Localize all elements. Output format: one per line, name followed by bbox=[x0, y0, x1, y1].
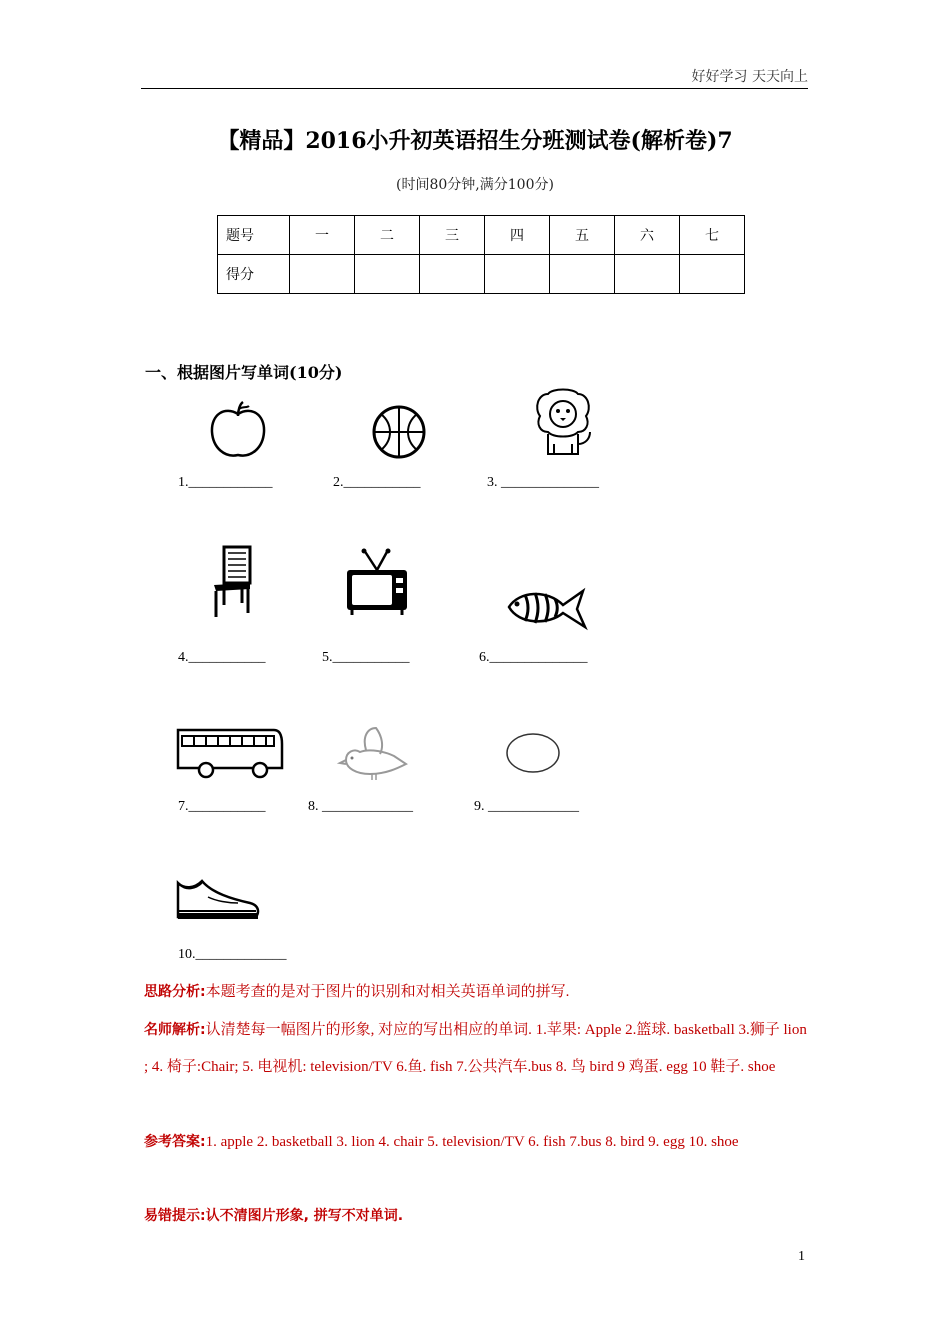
page-title: 【精品】2016小升初英语招生分班测试卷(解析卷)7 bbox=[217, 128, 733, 154]
teacher-label: 名师解析: bbox=[144, 1022, 206, 1038]
answer-blank-7[interactable]: 7.___________ bbox=[178, 799, 266, 814]
column-header: 一 bbox=[290, 216, 355, 255]
answer-blank-10[interactable]: 10._____________ bbox=[178, 947, 287, 962]
basketball-icon bbox=[371, 404, 427, 460]
idea-label: 思路分析: bbox=[144, 984, 206, 1000]
score-cell[interactable] bbox=[680, 255, 745, 294]
bus-icon bbox=[174, 724, 286, 782]
answer-blank-2[interactable]: 2.___________ bbox=[333, 475, 421, 490]
section-title: 一、根据图片写单词(10分) bbox=[145, 363, 343, 382]
television-icon bbox=[344, 548, 410, 616]
answer-blank-3[interactable]: 3. ______________ bbox=[487, 475, 599, 490]
column-header: 四 bbox=[485, 216, 550, 255]
score-cell[interactable] bbox=[290, 255, 355, 294]
column-header: 七 bbox=[680, 216, 745, 255]
table-row bbox=[218, 216, 745, 255]
column-header: 三 bbox=[420, 216, 485, 255]
bird-icon bbox=[336, 726, 410, 782]
answer-text: 1. apple 2. basketball 3. lion 4. chair 5. television/TV 6. fish 7.bus 8. bird 9. egg 10. shoe bbox=[205, 1134, 739, 1150]
answer-blank-1[interactable]: 1.____________ bbox=[178, 475, 273, 490]
answer-blank-5[interactable]: 5.___________ bbox=[322, 650, 410, 665]
fish-icon bbox=[505, 585, 589, 631]
egg-icon bbox=[504, 731, 562, 775]
header-text: 好好学习 天天向上 bbox=[691, 69, 808, 85]
answer-blank-4[interactable]: 4.___________ bbox=[178, 650, 266, 665]
analysis-answer bbox=[144, 1124, 814, 1161]
shoe-icon bbox=[172, 875, 262, 925]
row-label-score: 得分 bbox=[218, 255, 290, 294]
table-row bbox=[218, 255, 745, 294]
tip-label: 易错提示: bbox=[144, 1208, 206, 1224]
answer-label: 参考答案: bbox=[144, 1134, 206, 1150]
page-number: 1 bbox=[798, 1249, 805, 1264]
answer-blank-8[interactable]: 8. _____________ bbox=[308, 799, 413, 814]
analysis-tip bbox=[144, 1198, 814, 1235]
page-subtitle: (时间80分钟,满分100分) bbox=[396, 177, 554, 193]
tip-text: 认不清图片形象, 拼写不对单词. bbox=[205, 1208, 404, 1224]
score-cell[interactable] bbox=[420, 255, 485, 294]
column-header: 五 bbox=[550, 216, 615, 255]
apple-icon bbox=[205, 400, 271, 462]
row-label-question: 题号 bbox=[218, 216, 290, 255]
analysis-teacher bbox=[144, 1012, 814, 1086]
teacher-text: 认清楚每一幅图片的形象, 对应的写出相应的单词. 1.苹果: Apple 2.篮球. basketball 3.狮子 lion ; 4. 椅子:Chair; 5. 电视机: television/TV 6.鱼. fish 7.公共汽车.bus 8. 鸟 bird 9 鸡蛋. egg 10 鞋子. shoe bbox=[144, 1022, 807, 1075]
score-table bbox=[217, 215, 745, 294]
answer-blank-6[interactable]: 6.______________ bbox=[479, 650, 588, 665]
answer-blank-9[interactable]: 9. _____________ bbox=[474, 799, 579, 814]
score-cell[interactable] bbox=[355, 255, 420, 294]
idea-text: 本题考查的是对于图片的识别和对相关英语单词的拼写. bbox=[205, 984, 570, 1000]
header-rule bbox=[141, 88, 808, 89]
chair-icon bbox=[208, 543, 258, 621]
column-header: 二 bbox=[355, 216, 420, 255]
score-cell[interactable] bbox=[615, 255, 680, 294]
analysis-idea bbox=[144, 974, 814, 1011]
score-cell[interactable] bbox=[550, 255, 615, 294]
score-cell[interactable] bbox=[485, 255, 550, 294]
column-header: 六 bbox=[615, 216, 680, 255]
lion-icon bbox=[530, 388, 596, 460]
